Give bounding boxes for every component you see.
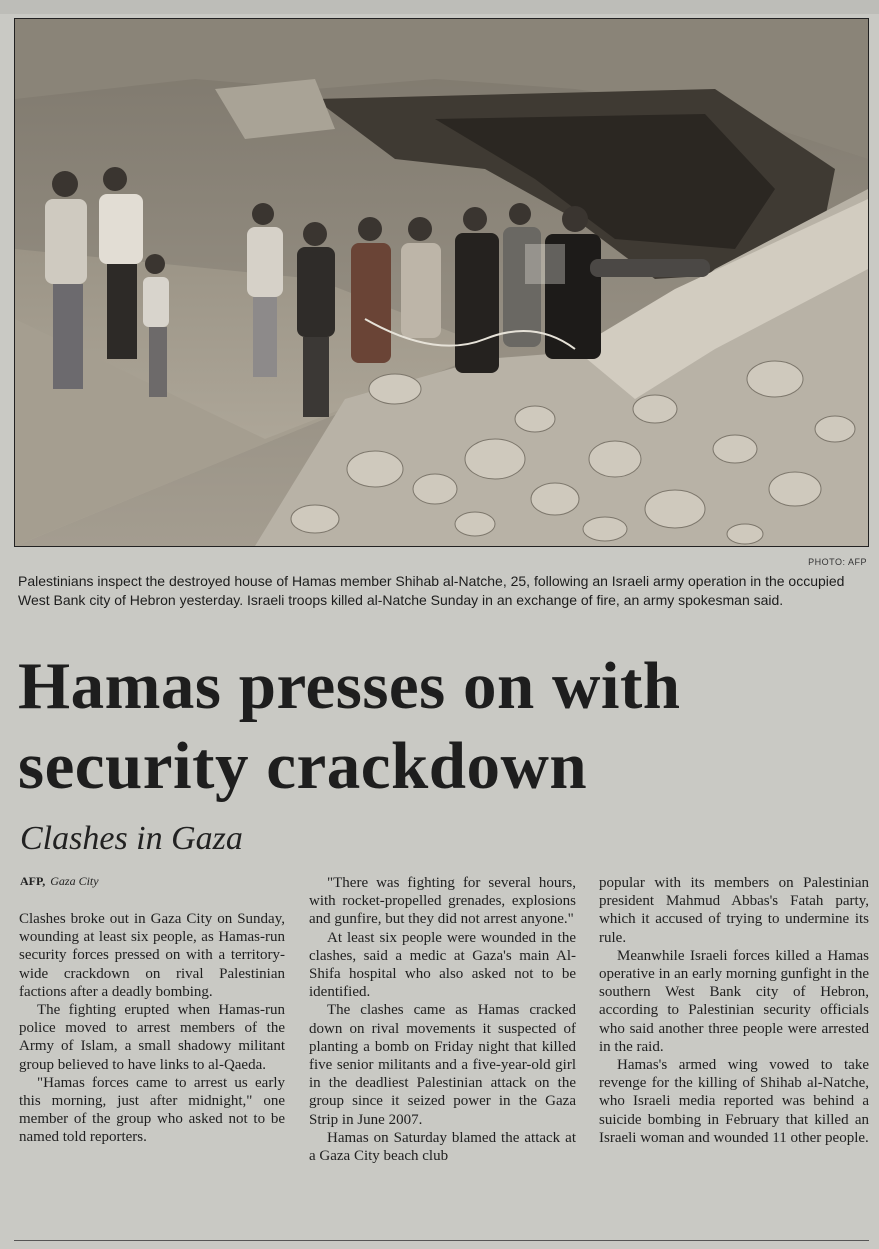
paragraph: The clashes came as Hamas cracked down on rival movements it suspected of planting a bomb on Friday night that killed five senior militants and a five-year-old girl in the deadliest Palestinian attack on the group since it seized power in the Gaza Strip in June 2007. xyxy=(309,1002,576,1128)
paragraph: "There was fighting for several hours, with rocket-propelled grenades, explosions and gunfire, but they did not arrest anyone." xyxy=(309,875,576,928)
news-photo xyxy=(14,18,869,547)
headline: Hamas presses on with security crackdown xyxy=(18,649,681,803)
paragraph: At least six people were wounded in the clashes, said a medic at Gaza's main Al-Shifa hospital who also asked not to be identified. xyxy=(309,929,576,1001)
paragraph: Meanwhile Israeli forces killed a Hamas operative in an early morning gunfight in the southern West Bank city of Hebron, according to Palestinian security officials who said another three people were arrested in the raid. xyxy=(599,947,869,1055)
photo-illustration xyxy=(15,19,868,546)
paragraph: Clashes broke out in Gaza City on Sunday, wounding at least six people, as Hamas-run security forces pressed on with a territory-wide crackdown on rival Palestinian factions after a deadly bombing. xyxy=(19,911,285,1000)
paragraph: Hamas on Saturday blamed the attack at a Gaza City beach club xyxy=(309,1129,576,1165)
top-margin-strip xyxy=(0,0,879,14)
photo-caption: Palestinians inspect the destroyed house of Hamas member Shihab al-Natche, 25, following an Israeli army operation in the occupied West Bank city of Hebron yesterday. Israeli troops killed al-Natche Sunday in an exchange of fire, an army spokesman said. xyxy=(18,573,845,608)
bottom-rule xyxy=(14,1240,869,1241)
paragraph: popular with its members on Palestinian president Mahmud Abbas's Fatah party, which it accused of trying to undermine its rule. xyxy=(599,875,869,946)
article-column-1 xyxy=(19,910,285,1147)
paragraph: The fighting erupted when Hamas-run police moved to arrest members of the Army of Islam, a small shadowy militant group believed to have links to al-Qaeda. xyxy=(19,1002,285,1073)
paragraph: "Hamas forces came to arrest us early this morning, just after midnight," one member of the group who asked not to be named told reporters. xyxy=(19,1074,285,1146)
byline-agency: AFP, xyxy=(20,874,46,888)
article-column-3 xyxy=(599,874,869,1147)
subhead: Clashes in Gaza xyxy=(20,820,243,857)
paragraph: Hamas's armed wing vowed to take revenge for the killing of Shihab al-Natche, who Israeli media reported was behind a suicide bombing in February that killed an Israeli woman and wounded 11 other people. xyxy=(599,1057,869,1146)
byline-place: Gaza City xyxy=(50,874,99,888)
photo-credit: PHOTO: AFP xyxy=(808,557,867,567)
article-column-2 xyxy=(309,874,576,1165)
byline xyxy=(20,874,99,889)
